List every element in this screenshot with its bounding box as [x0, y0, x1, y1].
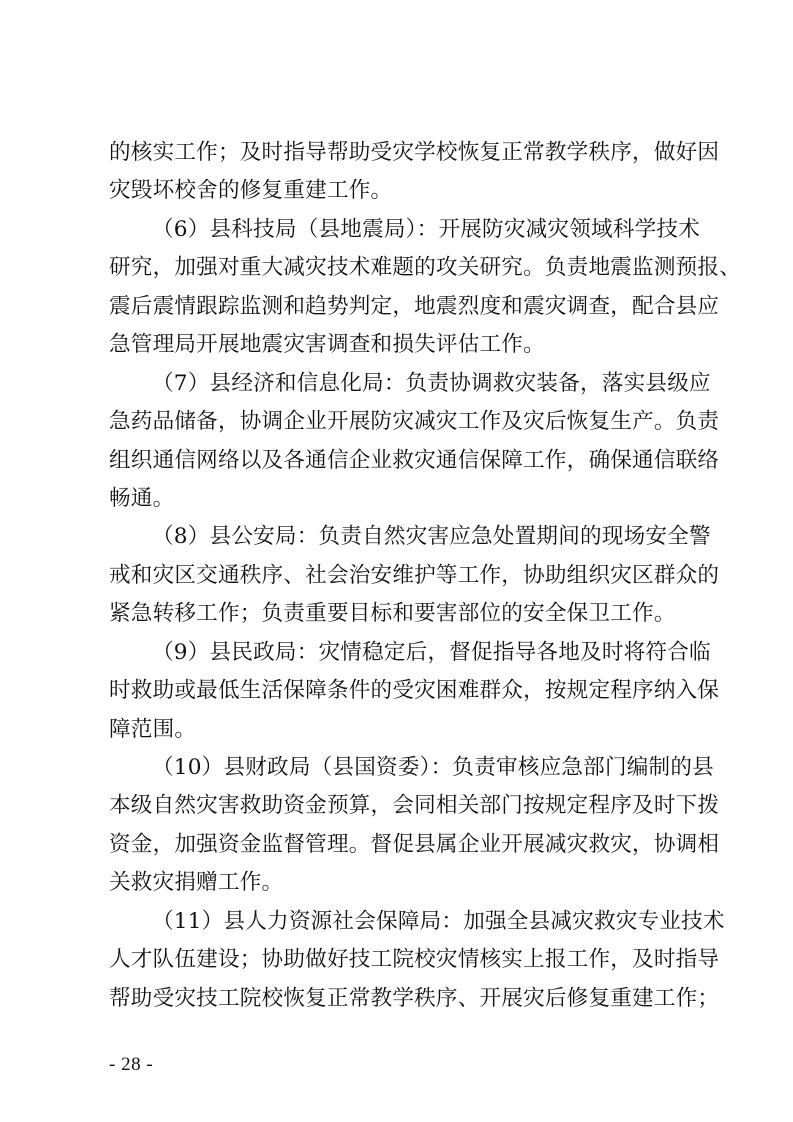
body-line: 关救灾捐赠工作。 [109, 870, 284, 896]
paragraph-first-line: （7）县经济和信息化局：负责协调救灾装备，落实县级应 [152, 370, 711, 396]
body-line: 震后震情跟踪监测和趋势判定，地震烈度和震灾调查，配合县应 [109, 293, 720, 319]
paragraph-first-line: （9）县民政局：灾情稳定后，督促指导各地及时将符合临 [152, 639, 711, 665]
paragraph-first-line: （8）县公安局：负责自然灾害应急处置期间的现场安全警 [152, 524, 711, 550]
body-line: 人才队伍建设；协助做好技工院校灾情核实上报工作，及时指导 [109, 947, 720, 973]
body-line: 灾毁坏校舍的修复重建工作。 [109, 178, 393, 204]
body-line: 帮助受灾技工院校恢复正常教学秩序、开展灾后修复重建工作； [109, 985, 720, 1011]
body-line: 组织通信网络以及各通信企业救灾通信保障工作，确保通信联络 [109, 447, 720, 473]
paragraph-first-line: （11）县人力资源社会保障局：加强全县减灾救灾专业技术 [152, 908, 725, 934]
body-line: 的核实工作；及时指导帮助受灾学校恢复正常教学秩序，做好因 [109, 140, 720, 165]
paragraph-first-line: （10）县财政局（县国资委）：负责审核应急部门编制的县 [152, 755, 714, 780]
body-line: 研究，加强对重大减灾技术难题的攻关研究。负责地震监测预报、 [109, 255, 742, 281]
body-line: 本级自然灾害救助资金预算，会同相关部门按规定程序及时下拨 [109, 793, 720, 819]
page-number: - 28 - [109, 1054, 154, 1075]
body-line: 紧急转移工作；负责重要目标和要害部位的安全保卫工作。 [109, 601, 676, 627]
body-line: 急管理局开展地震灾害调查和损失评估工作。 [109, 332, 545, 358]
body-line: 急药品储备，协调企业开展防灾减灾工作及灾后恢复生产。负责 [109, 409, 720, 435]
body-line: 障范围。 [109, 716, 197, 742]
body-line: 畅通。 [109, 485, 175, 511]
document-body [109, 134, 742, 1018]
paragraph-first-line: （6）县科技局（县地震局）：开展防灾减灾领域科学技术 [152, 216, 700, 242]
body-line: 资金，加强资金监督管理。督促县属企业开展减灾救灾，协调相 [109, 831, 720, 857]
body-line: 时救助或最低生活保障条件的受灾困难群众，按规定程序纳入保 [109, 678, 720, 704]
body-line: 戒和灾区交通秩序、社会治安维护等工作，协助组织灾区群众的 [109, 562, 720, 588]
